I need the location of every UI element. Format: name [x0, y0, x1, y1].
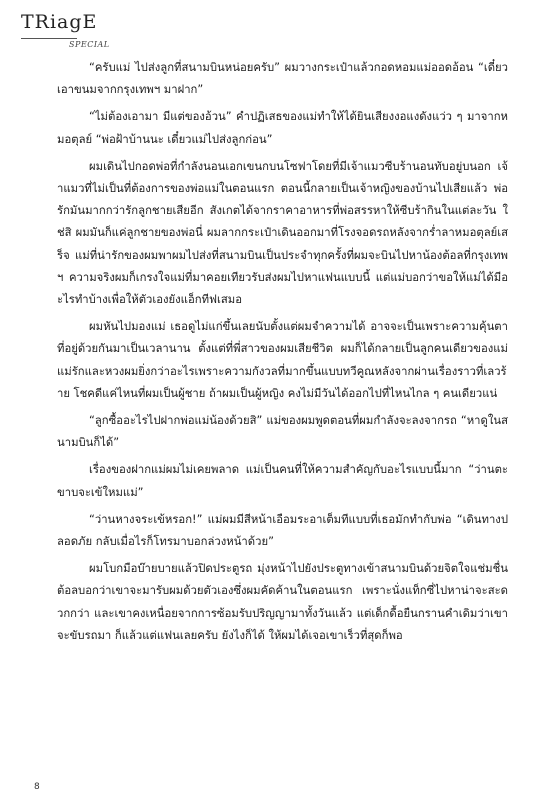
paragraph-3: ผมเดินไปกอดพ่อที่กำลังนอนเอกเขนกบนโซฟาโดยที่มีเจ้าแมวซีบร้านอนทับอยู่บนอก เจ้าแมวที่ไม่เป็นที่ต้องการของพ่อแม่ในตอนแรก ตอนนี้กลายเป็นเจ้าหญิงของบ้านไปเสียแล้ว พ่อรักมันมากกว่ารักลูกชายเสียอีก สังเกตได้จากราคาอาหารที่พ่อสรรหาให้ซีบร้ากินในแต่ละวัน ใช่สิ ผมมันก็แค่ลูกชายของพ่อนี่ ผมลากกระเป๋าเดินออกมาที่โรงจอดรถหลังจากร่ำลาหมอตุลย์เสร็จ แม่ที่น่ารักของผมพาผมไปส่งที่สนามบินเป็นประจำทุกครั้งที่ผมจะบินไปหาน้องต้อลที่กรุงเทพฯ ความจริงผมก็เกรงใจแม่ที่มาคอยเทียวรับส่งผมไปหาแฟนแบบนี้ แต่แม่บอกว่าขอให้แม่ได้มีอะไรทำบ้างเพื่อให้ตัวเองยังแอ็กทีฟเสมอ	[57, 159, 508, 307]
page-body	[57, 57, 508, 652]
paragraph-7: “ว่านหางจระเข้หรอก!” แม่ผมมีสีหน้าเอือมระอาเต็มทีแบบที่เธอมักทำกับพ่อ “เดินทางปลอดภัย กลับเมื่อไรก็โทรมาบอกล่วงหน้าด้วย”	[57, 512, 508, 549]
paragraph-2: “ไม่ต้องเอามา มีแต่ของอ้วน” คำปฏิเสธของแม่ทำให้ได้ยินเสียงงอแงดังแว่ว ๆ มาจากหมอตุลย์ “พ่อฝ้าบ้านนะ เดี๋ยวแม่ไปส่งลูกก่อน”	[57, 110, 508, 146]
logo-wordmark: TRiagE	[21, 11, 98, 33]
paragraph-5: “ลูกซื้ออะไรไปฝากพ่อแม่น้องด้วยสิ” แม่ของผมพูดตอนที่ผมกำลังจะลงจากรถ “หาดูในสนามบินก็ได้”	[57, 414, 508, 450]
paragraph-1: “ครับแม่ ไปส่งลูกที่สนามบินหน่อยครับ” ผมวางกระเป๋าแล้วกอดหอมแม่ออดอ้อน “เดี๋ยวเอาขนมจากกรุงเทพฯ มาฝาก”	[57, 61, 508, 97]
paragraph-8: ผมโบกมือบ๊ายบายแล้วปิดประตูรถ มุ่งหน้าไปยังประตูทางเข้าสนามบินด้วยจิตใจแช่มชื่น ต้อลบอกว่าเขาจะมารับผมด้วยตัวเองซึ่งผมคัดค้านในตอนแรก เพราะนั่งแท็กซี่ไปหาน่าจะสะดวกกว่า และเขาคงเหนื่อยจากการซ้อมรับปริญญามาทั้งวันแล้ว แต่เด็กดื้อยืนกรานคำเดิมว่าเขาจะขับรถมา ก็แล้วแต่แฟนเลยครับ ยังไงก็ได้ ให้ผมได้เจอเขาเร็วที่สุดก็พอ	[57, 562, 508, 642]
logo-subtitle: SPECIAL	[69, 40, 110, 49]
paragraph-4: ผมหันไปมองแม่ เธอดูไม่แก่ขึ้นเลยนับตั้งแต่ผมจำความได้ อาจจะเป็นเพราะความคุ้นตาที่อยู่ด้วยกันมาเป็นเวลานาน ตั้งแต่ที่พี่สาวของผมเสียชีวิต ผมก็ได้กลายเป็นลูกคนเดียวของแม่ แม่รักและหวงผมยิ่งกว่าอะไรเพราะความกังวลที่มากขึ้นแบบทวีคูณหลังจากผ่านเรื่องราวที่เลวร้าย โชคดีแค่ไหนที่ผมเป็นผู้ชาย ถ้าผมเป็นผู้หญิง คงไม่มีวันได้ออกไปที่ไหนไกล ๆ คนเดียวแน่	[57, 320, 508, 400]
publisher-logo	[21, 12, 131, 48]
logo-underline	[21, 38, 77, 39]
page-number: 8	[34, 782, 40, 792]
paragraph-6: เรื่องของฝากแม่ผมไม่เคยพลาด แม่เป็นคนที่ให้ความสำคัญกับอะไรแบบนี้มาก “ว่านตะขาบจะเข้ใหมแม่”	[57, 463, 508, 499]
